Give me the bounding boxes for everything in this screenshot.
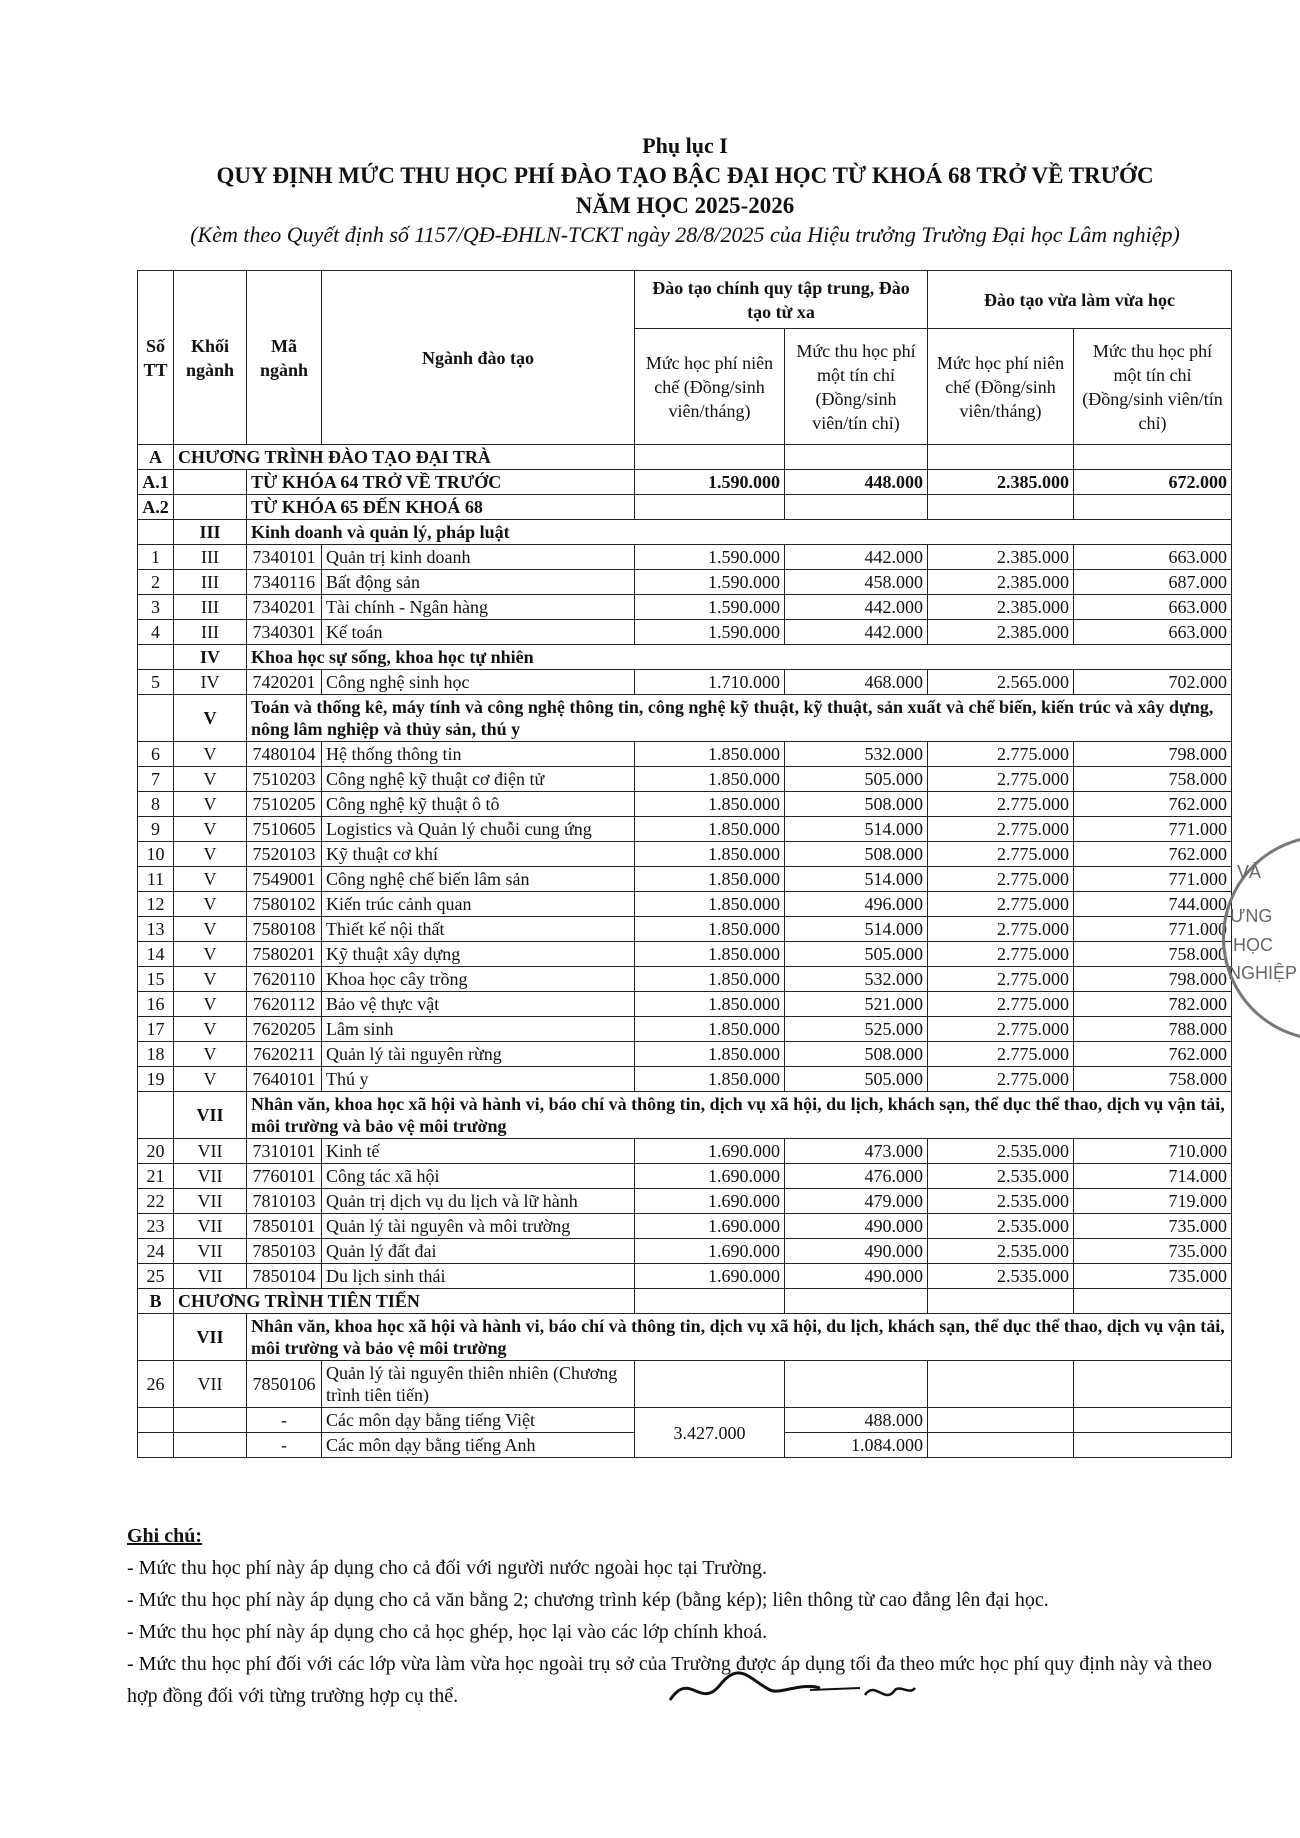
row-stt: 20 [138,1139,174,1164]
fee-tin-chi-2: 672.000 [1074,470,1232,495]
fee-tin-chi-1: 508.000 [785,792,928,817]
tuition-fee-table [137,270,1232,1458]
row-ten: Kiến trúc cảnh quan [322,892,635,917]
fee-tin-chi-2: 758.000 [1074,767,1232,792]
appendix-label: Phụ lục I [642,133,728,158]
fee-tin-chi-1: 473.000 [785,1139,928,1164]
fee-tin-chi-1: 488.000 [785,1408,928,1433]
group-row [138,645,1232,670]
row-ten: Quản lý đất đai [322,1239,635,1264]
fee-tin-chi-2: 710.000 [1074,1139,1232,1164]
table-row [138,892,1232,917]
subsection-code: A.1 [138,470,174,495]
fee-tin-chi-2: 702.000 [1074,670,1232,695]
fee-nien-che-1: 1.850.000 [635,867,785,892]
fee-nien-che-1: 1.590.000 [635,470,785,495]
section-title: CHƯƠNG TRÌNH ĐÀO TẠO ĐẠI TRÀ [174,445,635,470]
table-row [138,1239,1232,1264]
table-row [138,942,1232,967]
row-stt: 13 [138,917,174,942]
row-khoi: IV [174,670,247,695]
fee-nien-che-1: 1.590.000 [635,570,785,595]
row-stt: 1 [138,545,174,570]
row-ma: 7310101 [247,1139,322,1164]
fee-nien-che-2: 2.775.000 [928,917,1074,942]
subsection-row [138,470,1232,495]
fee-tin-chi-1: 521.000 [785,992,928,1017]
stamp-text: NGHIỆP [1228,963,1298,983]
table-row [138,570,1232,595]
fee-tin-chi-1: 479.000 [785,1189,928,1214]
group-vii-rows [138,1139,1232,1289]
subsection-title: TỪ KHÓA 64 TRỞ VỀ TRƯỚC [247,470,635,495]
table-row [138,917,1232,942]
fee-nien-che-2: 2.775.000 [928,942,1074,967]
fee-nien-che-2: 2.385.000 [928,570,1074,595]
fee-nien-che-1: 1.850.000 [635,842,785,867]
row-ma: 7580102 [247,892,322,917]
row-ten: Thiết kế nội thất [322,917,635,942]
row-khoi: VII [174,1189,247,1214]
table-row [138,1361,1232,1408]
header-stt: Số TT [138,271,174,445]
row-ma: - [247,1433,322,1458]
row-stt: 2 [138,570,174,595]
row-ten: Hệ thống thông tin [322,742,635,767]
fee-tin-chi-1: 505.000 [785,942,928,967]
group-row [138,1314,1232,1361]
row-khoi: V [174,792,247,817]
row-ten: Công nghệ chế biến lâm sản [322,867,635,892]
row-ten: Quản lý tài nguyên rừng [322,1042,635,1067]
fee-tin-chi-2: 798.000 [1074,742,1232,767]
section-title: CHƯƠNG TRÌNH TIÊN TIẾN [174,1289,635,1314]
row-ma: 7510205 [247,792,322,817]
fee-nien-che-1: 1.850.000 [635,1017,785,1042]
row-ma: 7580201 [247,942,322,967]
row-stt: 22 [138,1189,174,1214]
document-title: QUY ĐỊNH MỨC THU HỌC PHÍ ĐÀO TẠO BẬC ĐẠI HỌC TỪ KHOÁ 68 TRỞ VỀ TRƯỚC [216,163,1154,188]
group-title: Nhân văn, khoa học xã hội và hành vi, báo chí và thông tin, dịch vụ xã hội, du lịch, khách sạn, thể dục thể thao, dịch vụ vận tải, môi trường và bảo vệ môi trường [247,1092,1232,1139]
row-ten: Quản trị kinh doanh [322,545,635,570]
row-stt: 7 [138,767,174,792]
fee-tin-chi-1: 458.000 [785,570,928,595]
fee-nien-che-1: 1.850.000 [635,1067,785,1092]
row-stt: 24 [138,1239,174,1264]
header-ma-nganh: Mã ngành [247,271,322,445]
row-ma: 7620211 [247,1042,322,1067]
stamp-text: HỌC [1233,935,1273,955]
fee-nien-che-2: 2.775.000 [928,892,1074,917]
table-row [138,620,1232,645]
group-khoi: VII [174,1092,247,1139]
note-item: - Mức thu học phí đối với các lớp vừa làm vừa học ngoài trụ sở của Trường được áp dụng tối đa theo mức học phí quy định này và theo hợp đồng đối với từng trường hợp cụ thể. [127,1653,1212,1707]
fee-nien-che-1: 1.850.000 [635,792,785,817]
row-ten: Du lịch sinh thái [322,1264,635,1289]
table-row [138,1017,1232,1042]
row-khoi: V [174,917,247,942]
fee-tin-chi-1: 442.000 [785,545,928,570]
row-khoi: V [174,817,247,842]
table-row [138,1067,1232,1092]
fee-tin-chi-1: 490.000 [785,1239,928,1264]
group-v-rows [138,742,1232,1092]
group-row [138,1092,1232,1139]
fee-nien-che-1: 1.590.000 [635,545,785,570]
fee-nien-che-2: 2.385.000 [928,470,1074,495]
section-code: B [138,1289,174,1314]
row-ma: 7520103 [247,842,322,867]
fee-nien-che-2: 2.775.000 [928,1017,1074,1042]
fee-tin-chi-1: 532.000 [785,967,928,992]
fee-tin-chi-1: 490.000 [785,1264,928,1289]
notes-title: Ghi chú: [127,1525,203,1547]
group-khoi: III [174,520,247,545]
row-ma: - [247,1408,322,1433]
row-ten: Bảo vệ thực vật [322,992,635,1017]
header-nganh-dao-tao: Ngành đào tạo [322,271,635,445]
row-khoi: VII [174,1264,247,1289]
row-ten: Logistics và Quản lý chuỗi cung ứng [322,817,635,842]
table-row [138,842,1232,867]
group-khoi: IV [174,645,247,670]
fee-nien-che-1: 1.690.000 [635,1214,785,1239]
fee-nien-che-1: 1.850.000 [635,742,785,767]
row-ten: Kỹ thuật cơ khí [322,842,635,867]
note-item: - Mức thu học phí này áp dụng cho cả văn bằng 2; chương trình kép (bằng kép); liên thông từ cao đẳng lên đại học. [127,1589,1049,1611]
row-khoi: III [174,570,247,595]
row-stt: 3 [138,595,174,620]
row-khoi: III [174,595,247,620]
row-khoi: III [174,620,247,645]
fee-nien-che-2: 2.775.000 [928,1042,1074,1067]
row-ten: Công tác xã hội [322,1164,635,1189]
row-ma: 7340101 [247,545,322,570]
table-row [138,1164,1232,1189]
header-nien-che-1: Mức học phí niên chế (Đồng/sinh viên/tháng) [635,329,785,445]
row-ten: Bất động sản [322,570,635,595]
fee-nien-che-1: 1.710.000 [635,670,785,695]
fee-tin-chi-1: 532.000 [785,742,928,767]
fee-tin-chi-1: 468.000 [785,670,928,695]
table-row [138,1042,1232,1067]
fee-nien-che-1: 1.590.000 [635,595,785,620]
table-row [138,1189,1232,1214]
row-ma: 7420201 [247,670,322,695]
fee-nien-che-2: 2.535.000 [928,1139,1074,1164]
fee-nien-che-1: 1.690.000 [635,1139,785,1164]
fee-tin-chi-1: 514.000 [785,917,928,942]
table-row [138,1139,1232,1164]
subsection-row [138,495,1232,520]
fee-nien-che-2: 2.535.000 [928,1264,1074,1289]
fee-tin-chi-1: 442.000 [785,595,928,620]
fee-tin-chi-2: 771.000 [1074,917,1232,942]
row-ten: Kỹ thuật xây dựng [322,942,635,967]
row-stt: 4 [138,620,174,645]
row-stt: 21 [138,1164,174,1189]
row-khoi: V [174,867,247,892]
row-stt: 19 [138,1067,174,1092]
row-stt: 16 [138,992,174,1017]
fee-tin-chi-2: 744.000 [1074,892,1232,917]
row-ma: 7620205 [247,1017,322,1042]
table-row [138,595,1232,620]
row-ten: Quản trị dịch vụ du lịch và lữ hành [322,1189,635,1214]
fee-nien-che-2: 2.775.000 [928,967,1074,992]
row-stt: 5 [138,670,174,695]
fee-tin-chi-2: 758.000 [1074,1067,1232,1092]
fee-tin-chi-2: 663.000 [1074,595,1232,620]
row-ten: Kinh tế [322,1139,635,1164]
group-iii-rows [138,545,1232,645]
section-row [138,1289,1232,1314]
stamp-text: ƯNG [1230,906,1273,926]
academic-year: NĂM HỌC 2025-2026 [575,193,795,218]
note-item: - Mức thu học phí này áp dụng cho cả học ghép, học lại vào các lớp chính khoá. [127,1621,768,1643]
row-khoi: V [174,1042,247,1067]
row-ma: 7850104 [247,1264,322,1289]
table-row [138,670,1232,695]
header-group-vua-lam-vua-hoc: Đào tạo vừa làm vừa học [928,271,1232,329]
fee-tin-chi-1: 448.000 [785,470,928,495]
fee-nien-che-2: 2.385.000 [928,620,1074,645]
fee-tin-chi-2: 771.000 [1074,867,1232,892]
fee-nien-che-1: 3.427.000 [635,1408,785,1458]
signature-icon [660,1660,920,1720]
fee-nien-che-2: 2.385.000 [928,545,1074,570]
fee-nien-che-1: 1.850.000 [635,992,785,1017]
fee-tin-chi-2: 788.000 [1074,1017,1232,1042]
fee-nien-che-2: 2.775.000 [928,842,1074,867]
row-ten: Công nghệ kỹ thuật cơ điện tử [322,767,635,792]
row-ma: 7850103 [247,1239,322,1264]
fee-tin-chi-2: 719.000 [1074,1189,1232,1214]
group-row [138,520,1232,545]
decision-reference: (Kèm theo Quyết định số 1157/QĐ-ĐHLN-TCKT ngày 28/8/2025 của Hiệu trưởng Trường Đại học Lâm nghiệp) [190,222,1180,247]
fee-nien-che-2: 2.385.000 [928,595,1074,620]
fee-nien-che-2: 2.775.000 [928,792,1074,817]
fee-tin-chi-1: 505.000 [785,1067,928,1092]
fee-tin-chi-2: 735.000 [1074,1239,1232,1264]
row-khoi: V [174,942,247,967]
fee-nien-che-2: 2.535.000 [928,1164,1074,1189]
fee-tin-chi-2: 714.000 [1074,1164,1232,1189]
row-khoi: VII [174,1214,247,1239]
fee-nien-che-2: 2.775.000 [928,742,1074,767]
table-row [138,1264,1232,1289]
row-khoi: V [174,992,247,1017]
fee-tin-chi-1: 496.000 [785,892,928,917]
fee-nien-che-1: 1.850.000 [635,967,785,992]
fee-tin-chi-1: 505.000 [785,767,928,792]
fee-tin-chi-1: 1.084.000 [785,1433,928,1458]
row-khoi: VII [174,1361,247,1408]
row-stt: 9 [138,817,174,842]
row-stt: 6 [138,742,174,767]
row-stt: 17 [138,1017,174,1042]
fee-tin-chi-2: 762.000 [1074,842,1232,867]
row-ma: 7760101 [247,1164,322,1189]
table-row [138,1214,1232,1239]
group-row [138,695,1232,742]
fee-nien-che-1: 1.690.000 [635,1189,785,1214]
fee-nien-che-2: 2.775.000 [928,817,1074,842]
row-ma: 7580108 [247,917,322,942]
row-ten: Công nghệ sinh học [322,670,635,695]
row-khoi: V [174,742,247,767]
section-row [138,445,1232,470]
fee-nien-che-2: 2.775.000 [928,867,1074,892]
row-ma: 7510203 [247,767,322,792]
section-code: A [138,445,174,470]
fee-tin-chi-2: 687.000 [1074,570,1232,595]
row-ten: Tài chính - Ngân hàng [322,595,635,620]
row-khoi: III [174,545,247,570]
row-khoi: VII [174,1239,247,1264]
row-stt: 23 [138,1214,174,1239]
fee-tin-chi-2: 758.000 [1074,942,1232,967]
header-nien-che-2: Mức học phí niên chế (Đồng/sinh viên/tháng) [928,329,1074,445]
row-khoi: V [174,767,247,792]
row-stt: 15 [138,967,174,992]
row-ma: 7850106 [247,1361,322,1408]
row-ten: Quản lý tài nguyên thiên nhiên (Chương trình tiên tiến) [322,1361,635,1408]
header-khoi-nganh: Khối ngành [174,271,247,445]
row-ma: 7810103 [247,1189,322,1214]
row-ten: Quản lý tài nguyên và môi trường [322,1214,635,1239]
stamp-text: VÀ [1237,862,1262,882]
fee-tin-chi-1: 525.000 [785,1017,928,1042]
row-ma: 7510605 [247,817,322,842]
fee-tin-chi-1: 508.000 [785,842,928,867]
row-khoi: V [174,967,247,992]
row-stt: 14 [138,942,174,967]
row-ten: Các môn dạy bằng tiếng Anh [322,1433,635,1458]
row-khoi: V [174,892,247,917]
fee-tin-chi-2: 663.000 [1074,545,1232,570]
fee-tin-chi-1: 476.000 [785,1164,928,1189]
row-stt: 11 [138,867,174,892]
row-khoi: VII [174,1164,247,1189]
fee-nien-che-2: 2.535.000 [928,1214,1074,1239]
table-row [138,867,1232,892]
row-stt: 25 [138,1264,174,1289]
fee-tin-chi-2: 762.000 [1074,792,1232,817]
fee-nien-che-1: 1.850.000 [635,892,785,917]
fee-tin-chi-1: 490.000 [785,1214,928,1239]
row-stt: 12 [138,892,174,917]
fee-tin-chi-2: 798.000 [1074,967,1232,992]
fee-nien-che-1: 1.850.000 [635,942,785,967]
fee-tin-chi-1: 514.000 [785,867,928,892]
fee-nien-che-1: 1.850.000 [635,817,785,842]
row-stt: 26 [138,1361,174,1408]
fee-nien-che-2: 2.565.000 [928,670,1074,695]
fee-nien-che-1: 1.850.000 [635,1042,785,1067]
table-row [138,967,1232,992]
subsection-code: A.2 [138,495,174,520]
fee-nien-che-1: 1.850.000 [635,767,785,792]
fee-tin-chi-1: 514.000 [785,817,928,842]
group-iv-rows [138,670,1232,695]
group-title: Toán và thống kê, máy tính và công nghệ thông tin, công nghệ kỹ thuật, kỹ thuật, sản xuất và chế biến, kiến trúc và xây dựng, nông lâm nghiệp và thủy sản, thú y [247,695,1232,742]
header-group-chinh-quy: Đào tạo chính quy tập trung, Đào tạo từ xa [635,271,928,329]
fee-tin-chi-2: 735.000 [1074,1264,1232,1289]
row-ten: Lâm sinh [322,1017,635,1042]
row-stt: 8 [138,792,174,817]
row-ten: Các môn dạy bằng tiếng Việt [322,1408,635,1433]
subsection-title: TỪ KHÓA 65 ĐẾN KHOÁ 68 [247,495,635,520]
fee-tin-chi-2: 663.000 [1074,620,1232,645]
fee-nien-che-2: 2.775.000 [928,767,1074,792]
table-row [138,742,1232,767]
table-row [138,792,1232,817]
table-row [138,545,1232,570]
row-ma: 7340301 [247,620,322,645]
fee-tin-chi-1: 508.000 [785,1042,928,1067]
row-ma: 7850101 [247,1214,322,1239]
row-stt: 18 [138,1042,174,1067]
row-ma: 7620110 [247,967,322,992]
group-title: Khoa học sự sống, khoa học tự nhiên [247,645,1232,670]
fee-tin-chi-2: 782.000 [1074,992,1232,1017]
fee-nien-che-2: 2.535.000 [928,1189,1074,1214]
fee-nien-che-1: 1.690.000 [635,1164,785,1189]
row-khoi: V [174,842,247,867]
group-khoi: VII [174,1314,247,1361]
fee-nien-che-1: 1.590.000 [635,620,785,645]
fee-nien-che-1: 1.850.000 [635,917,785,942]
note-item: - Mức thu học phí này áp dụng cho cả đối với người nước ngoài học tại Trường. [127,1557,768,1579]
fee-nien-che-1: 1.690.000 [635,1239,785,1264]
row-stt: 10 [138,842,174,867]
row-ten: Công nghệ kỹ thuật ô tô [322,792,635,817]
header-tin-chi-2: Mức thu học phí một tín chỉ (Đồng/sinh viên/tín chỉ) [1074,329,1232,445]
fee-tin-chi-2: 735.000 [1074,1214,1232,1239]
row-ma: 7340201 [247,595,322,620]
group-khoi: V [174,695,247,742]
row-khoi: VII [174,1139,247,1164]
row-ma: 7620112 [247,992,322,1017]
table-row [138,992,1232,1017]
fee-tin-chi-2: 771.000 [1074,817,1232,842]
table-row [138,817,1232,842]
row-ma: 7640101 [247,1067,322,1092]
row-ten: Khoa học cây trồng [322,967,635,992]
group-title: Kinh doanh và quản lý, pháp luật [247,520,1232,545]
fee-nien-che-2: 2.535.000 [928,1239,1074,1264]
row-ten: Thú y [322,1067,635,1092]
row-khoi: V [174,1017,247,1042]
table-row [138,767,1232,792]
row-khoi: V [174,1067,247,1092]
row-ma: 7549001 [247,867,322,892]
row-ma: 7480104 [247,742,322,767]
row-ma: 7340116 [247,570,322,595]
row-ten: Kế toán [322,620,635,645]
fee-nien-che-2: 2.775.000 [928,992,1074,1017]
header-tin-chi-1: Mức thu học phí một tín chỉ (Đồng/sinh viên/tín chỉ) [785,329,928,445]
fee-tin-chi-1: 442.000 [785,620,928,645]
fee-nien-che-1: 1.690.000 [635,1264,785,1289]
group-title: Nhân văn, khoa học xã hội và hành vi, báo chí và thông tin, dịch vụ xã hội, du lịch, khách sạn, thể dục thể thao, dịch vụ vận tải, môi trường và bảo vệ môi trường [247,1314,1232,1361]
fee-tin-chi-2: 762.000 [1074,1042,1232,1067]
table-row [138,1408,1232,1433]
fee-nien-che-2: 2.775.000 [928,1067,1074,1092]
